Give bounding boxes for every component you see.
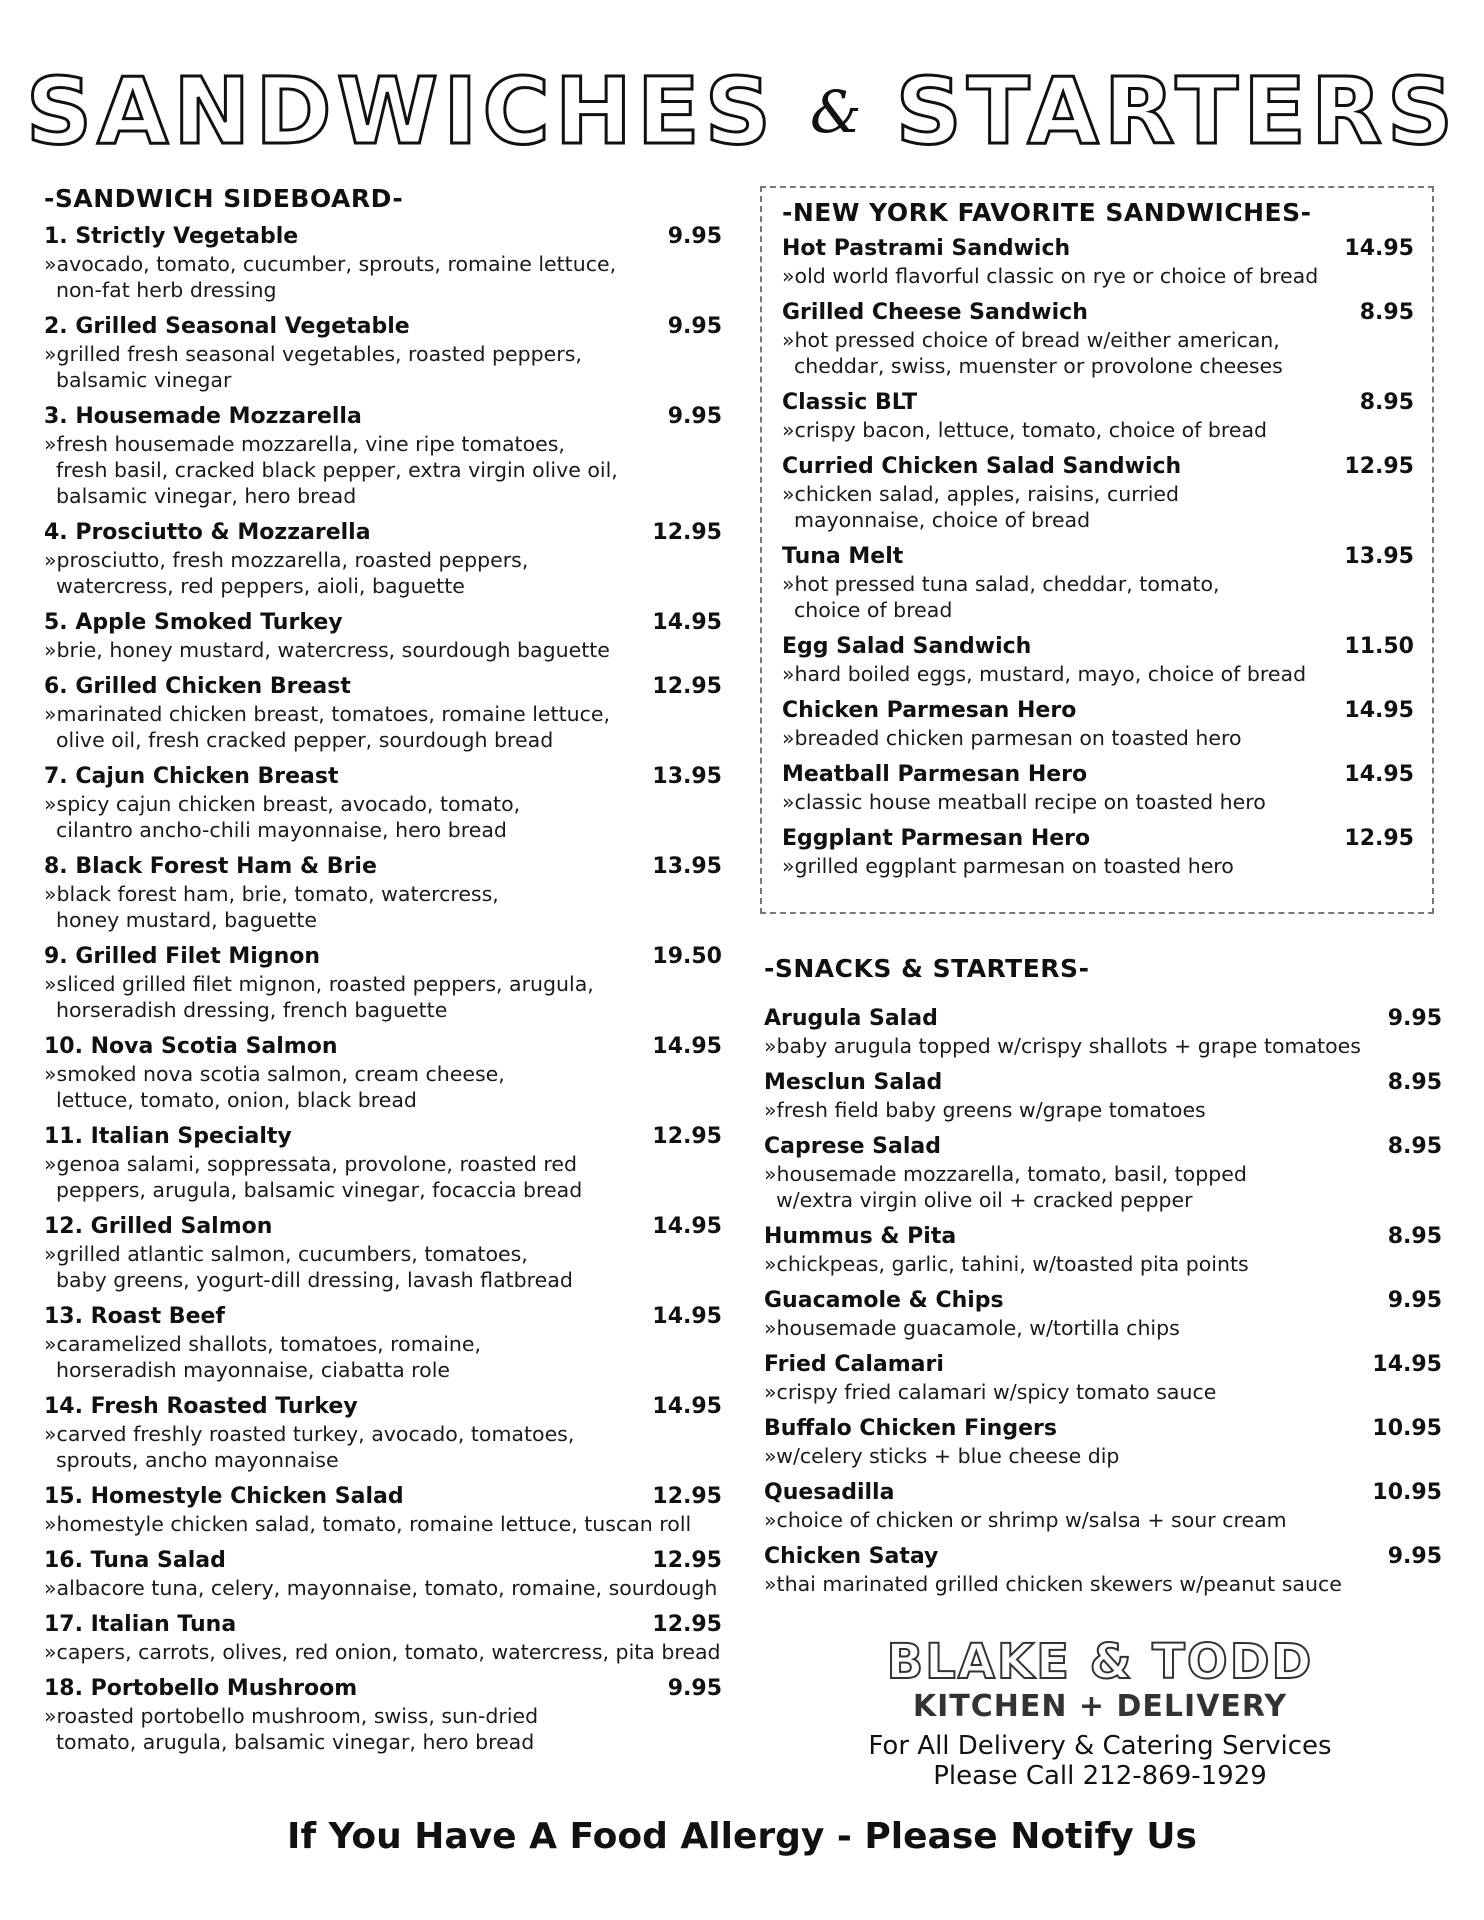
menu-item bbox=[44, 223, 724, 303]
menu-item-name: Quesadilla bbox=[764, 1480, 895, 1505]
menu-item-name: Curried Chicken Salad Sandwich bbox=[782, 454, 1182, 479]
snacks-title: -SNACKS & STARTERS- bbox=[764, 954, 1090, 983]
menu-item-price: 10.95 bbox=[1372, 1480, 1442, 1505]
menu-item-price: 10.95 bbox=[1372, 1416, 1442, 1441]
menu-item-description bbox=[44, 431, 724, 509]
menu-item-description-line: horseradish dressing, french baguette bbox=[56, 998, 448, 1022]
menu-item-price: 9.95 bbox=[667, 314, 722, 339]
menu-item-description-line: non-fat herb dressing bbox=[56, 278, 277, 302]
menu-item-header bbox=[44, 1675, 724, 1703]
menu-item-price: 14.95 bbox=[1344, 762, 1414, 787]
menu-item-price: 9.95 bbox=[1387, 1006, 1442, 1031]
menu-item-description bbox=[44, 1575, 724, 1601]
menu-item bbox=[44, 1393, 724, 1473]
menu-item-price: 9.95 bbox=[667, 404, 722, 429]
menu-item-description-line: »avocado, tomato, cucumber, sprouts, romaine lettuce, bbox=[44, 252, 617, 276]
menu-item-description bbox=[764, 1379, 1442, 1405]
menu-item-description-line: cheddar, swiss, muenster or provolone cheeses bbox=[794, 354, 1283, 378]
menu-title bbox=[0, 58, 1484, 165]
menu-item-price: 14.95 bbox=[652, 1394, 722, 1419]
menu-item-header bbox=[764, 1287, 1442, 1315]
title-sandwiches: SANDWICHES bbox=[25, 58, 776, 165]
menu-item-header bbox=[764, 1005, 1442, 1033]
menu-item-description-line: »caramelized shallots, tomatoes, romaine, bbox=[44, 1332, 482, 1356]
menu-item-description-line: »classic house meatball recipe on toasted hero bbox=[782, 790, 1266, 814]
menu-item-description bbox=[44, 1511, 724, 1537]
ny-favorites-list bbox=[782, 235, 1414, 879]
menu-item-description bbox=[782, 571, 1414, 623]
menu-item-header bbox=[782, 633, 1414, 661]
menu-item-name: Chicken Satay bbox=[764, 1544, 939, 1569]
menu-item-price: 14.95 bbox=[1344, 236, 1414, 261]
menu-item-name: 4. Prosciutto & Mozzarella bbox=[44, 520, 371, 545]
menu-item bbox=[782, 825, 1414, 879]
menu-item bbox=[782, 453, 1414, 533]
menu-item-description bbox=[764, 1161, 1442, 1213]
menu-item-description bbox=[782, 853, 1414, 879]
menu-item-header bbox=[44, 763, 724, 791]
menu-item-description-line: »hard boiled eggs, mustard, mayo, choice of bread bbox=[782, 662, 1307, 686]
menu-item-description-line: fresh basil, cracked black pepper, extra virgin olive oil, bbox=[56, 458, 618, 482]
menu-item-price: 8.95 bbox=[1359, 390, 1414, 415]
menu-item bbox=[44, 1213, 724, 1293]
menu-item-header bbox=[44, 1393, 724, 1421]
menu-item-description bbox=[764, 1315, 1442, 1341]
menu-item-name: Hot Pastrami Sandwich bbox=[782, 236, 1071, 261]
menu-item-name: Chicken Parmesan Hero bbox=[782, 698, 1077, 723]
menu-item-description bbox=[44, 1331, 724, 1383]
menu-item-description-line: »crispy fried calamari w/spicy tomato sauce bbox=[764, 1380, 1217, 1404]
menu-item-price: 12.95 bbox=[652, 1124, 722, 1149]
menu-item bbox=[764, 1415, 1442, 1469]
menu-item-description-line: »prosciutto, fresh mozzarella, roasted peppers, bbox=[44, 548, 529, 572]
menu-item-description-line: mayonnaise, choice of bread bbox=[794, 508, 1091, 532]
menu-item bbox=[44, 1547, 724, 1601]
menu-item-header bbox=[44, 403, 724, 431]
menu-item-description bbox=[44, 1703, 724, 1755]
menu-item-description-line: »choice of chicken or shrimp w/salsa + sour cream bbox=[764, 1508, 1287, 1532]
menu-item-header bbox=[44, 673, 724, 701]
menu-item-name: Mesclun Salad bbox=[764, 1070, 943, 1095]
menu-item-header bbox=[44, 1483, 724, 1511]
menu-item bbox=[782, 299, 1414, 379]
menu-item-description-line: w/extra virgin olive oil + cracked pepper bbox=[776, 1188, 1193, 1212]
menu-item-header bbox=[782, 697, 1414, 725]
menu-item bbox=[764, 1133, 1442, 1213]
sideboard-title: -SANDWICH SIDEBOARD- bbox=[44, 184, 404, 213]
menu-item bbox=[764, 1005, 1442, 1059]
menu-item-name: Caprese Salad bbox=[764, 1134, 942, 1159]
menu-item-header bbox=[764, 1351, 1442, 1379]
menu-item bbox=[782, 543, 1414, 623]
menu-item-header bbox=[764, 1069, 1442, 1097]
menu-item-description-line: »hot pressed tuna salad, cheddar, tomato, bbox=[782, 572, 1220, 596]
menu-item-description bbox=[782, 725, 1414, 751]
menu-item-name: 6. Grilled Chicken Breast bbox=[44, 674, 351, 699]
menu-item-price: 14.95 bbox=[1344, 698, 1414, 723]
menu-item-description-line: »carved freshly roasted turkey, avocado, tomatoes, bbox=[44, 1422, 575, 1446]
menu-item-price: 12.95 bbox=[652, 520, 722, 545]
menu-item bbox=[782, 633, 1414, 687]
menu-item-name: Tuna Melt bbox=[782, 544, 904, 569]
menu-item-header bbox=[44, 1611, 724, 1639]
menu-item-description-line: »chickpeas, garlic, tahini, w/toasted pita points bbox=[764, 1252, 1249, 1276]
menu-item-name: Arugula Salad bbox=[764, 1006, 938, 1031]
menu-item-header bbox=[764, 1543, 1442, 1571]
menu-item-name: 8. Black Forest Ham & Brie bbox=[44, 854, 377, 879]
brand-subtitle: KITCHEN + DELIVERY bbox=[912, 1688, 1288, 1724]
menu-item-name: 10. Nova Scotia Salmon bbox=[44, 1034, 338, 1059]
menu-item-header bbox=[44, 519, 724, 547]
brand-name: BLAKE & TODD bbox=[886, 1634, 1314, 1690]
menu-item-description bbox=[44, 341, 724, 393]
menu-item-description-line: honey mustard, baguette bbox=[56, 908, 318, 932]
menu-item bbox=[44, 673, 724, 753]
menu-item-description-line: »baby arugula topped w/crispy shallots + grape tomatoes bbox=[764, 1034, 1361, 1058]
menu-item-price: 9.95 bbox=[667, 224, 722, 249]
menu-item-name: Guacamole & Chips bbox=[764, 1288, 1004, 1313]
menu-item-header bbox=[44, 1213, 724, 1241]
menu-item-description-line: »hot pressed choice of bread w/either american, bbox=[782, 328, 1280, 352]
menu-item-price: 8.95 bbox=[1359, 300, 1414, 325]
menu-item-description-line: »w/celery sticks + blue cheese dip bbox=[764, 1444, 1120, 1468]
menu-item-header bbox=[44, 1123, 724, 1151]
menu-item-description-line: »old world flavorful classic on rye or choice of bread bbox=[782, 264, 1319, 288]
menu-item-header bbox=[782, 543, 1414, 571]
menu-item-description-line: »roasted portobello mushroom, swiss, sun-dried bbox=[44, 1704, 539, 1728]
menu-item-price: 14.95 bbox=[652, 1304, 722, 1329]
menu-item bbox=[44, 1483, 724, 1537]
menu-item bbox=[44, 1611, 724, 1665]
menu-item-header bbox=[44, 313, 724, 341]
menu-item-description-line: balsamic vinegar bbox=[56, 368, 232, 392]
menu-item bbox=[764, 1351, 1442, 1405]
menu-item-description-line: »genoa salami, soppressata, provolone, roasted red bbox=[44, 1152, 577, 1176]
menu-item-header bbox=[764, 1415, 1442, 1443]
menu-item-description-line: watercress, red peppers, aioli, baguette bbox=[56, 574, 465, 598]
menu-item-price: 12.95 bbox=[652, 674, 722, 699]
menu-item-header bbox=[764, 1133, 1442, 1161]
menu-item-description-line: sprouts, ancho mayonnaise bbox=[56, 1448, 339, 1472]
menu-item-description bbox=[44, 251, 724, 303]
menu-item-name: Eggplant Parmesan Hero bbox=[782, 826, 1091, 851]
menu-item-name: Fried Calamari bbox=[764, 1352, 944, 1377]
brand-contact bbox=[840, 1731, 1360, 1791]
menu-item-description-line: tomato, arugula, balsamic vinegar, hero bread bbox=[56, 1730, 535, 1754]
menu-item-description-line: »crispy bacon, lettuce, tomato, choice of bread bbox=[782, 418, 1268, 442]
menu-item bbox=[764, 1069, 1442, 1123]
menu-item-description-line: balsamic vinegar, hero bread bbox=[56, 484, 357, 508]
menu-item-description-line: cilantro ancho-chili mayonnaise, hero bread bbox=[56, 818, 507, 842]
menu-item-header bbox=[44, 609, 724, 637]
menu-item-price: 9.95 bbox=[667, 1676, 722, 1701]
menu-item-description-line: »fresh field baby greens w/grape tomatoes bbox=[764, 1098, 1206, 1122]
menu-item-description-line: »sliced grilled filet mignon, roasted peppers, arugula, bbox=[44, 972, 594, 996]
menu-item-price: 11.50 bbox=[1344, 634, 1414, 659]
menu-item-description-line: peppers, arugula, balsamic vinegar, focaccia bread bbox=[56, 1178, 583, 1202]
menu-item-description bbox=[44, 1241, 724, 1293]
snacks-list bbox=[764, 1005, 1442, 1597]
title-ampersand: & bbox=[810, 78, 862, 146]
menu-item-price: 12.95 bbox=[652, 1484, 722, 1509]
menu-item bbox=[44, 943, 724, 1023]
menu-item bbox=[44, 1675, 724, 1755]
title-starters: STARTERS bbox=[895, 58, 1459, 165]
menu-item-description bbox=[44, 637, 724, 663]
menu-item-name: 17. Italian Tuna bbox=[44, 1612, 237, 1637]
menu-item-name: 3. Housemade Mozzarella bbox=[44, 404, 362, 429]
menu-item-description-line: »fresh housemade mozzarella, vine ripe tomatoes, bbox=[44, 432, 565, 456]
menu-item-price: 12.95 bbox=[652, 1612, 722, 1637]
menu-item-name: 9. Grilled Filet Mignon bbox=[44, 944, 321, 969]
menu-item-header bbox=[44, 853, 724, 881]
menu-item-description-line: »marinated chicken breast, tomatoes, romaine lettuce, bbox=[44, 702, 611, 726]
menu-item-description-line: choice of bread bbox=[794, 598, 953, 622]
menu-item-description-line: horseradish mayonnaise, ciabatta role bbox=[56, 1358, 451, 1382]
menu-item-price: 14.95 bbox=[1372, 1352, 1442, 1377]
menu-item-description bbox=[44, 1421, 724, 1473]
menu-item-description bbox=[44, 971, 724, 1023]
brand-contact-line1: For All Delivery & Catering Services bbox=[868, 1730, 1332, 1761]
menu-item-description bbox=[782, 327, 1414, 379]
menu-item-name: Egg Salad Sandwich bbox=[782, 634, 1032, 659]
menu-item-price: 8.95 bbox=[1387, 1070, 1442, 1095]
menu-item-description bbox=[782, 789, 1414, 815]
menu-item-header bbox=[782, 761, 1414, 789]
menu-item-description bbox=[782, 417, 1414, 443]
menu-item bbox=[44, 403, 724, 509]
menu-item bbox=[44, 609, 724, 663]
menu-item bbox=[44, 1123, 724, 1203]
menu-item-description-line: baby greens, yogurt-dill dressing, lavash flatbread bbox=[56, 1268, 573, 1292]
menu-item-description-line: »grilled atlantic salmon, cucumbers, tomatoes, bbox=[44, 1242, 528, 1266]
menu-item-name: 1. Strictly Vegetable bbox=[44, 224, 299, 249]
menu-item-price: 12.95 bbox=[1344, 826, 1414, 851]
menu-item-description bbox=[44, 1639, 724, 1665]
ny-favorites-title: -NEW YORK FAVORITE SANDWICHES- bbox=[782, 198, 1312, 227]
menu-item-description-line: »housemade guacamole, w/tortilla chips bbox=[764, 1316, 1180, 1340]
menu-item-price: 9.95 bbox=[1387, 1544, 1442, 1569]
menu-item-header bbox=[782, 235, 1414, 263]
menu-item bbox=[764, 1287, 1442, 1341]
menu-item-description-line: »breaded chicken parmesan on toasted hero bbox=[782, 726, 1242, 750]
menu-item-description-line: »albacore tuna, celery, mayonnaise, tomato, romaine, sourdough bbox=[44, 1576, 718, 1600]
menu-item-header bbox=[782, 389, 1414, 417]
menu-item-price: 9.95 bbox=[1387, 1288, 1442, 1313]
menu-item-header bbox=[782, 825, 1414, 853]
menu-item-name: 7. Cajun Chicken Breast bbox=[44, 764, 339, 789]
menu-item-name: 14. Fresh Roasted Turkey bbox=[44, 1394, 358, 1419]
menu-item-price: 14.95 bbox=[652, 1214, 722, 1239]
menu-item-header bbox=[764, 1479, 1442, 1507]
menu-item-description bbox=[44, 881, 724, 933]
menu-item-header bbox=[44, 223, 724, 251]
ny-favorites-box bbox=[760, 186, 1434, 914]
menu-item-description bbox=[764, 1443, 1442, 1469]
menu-item-header bbox=[782, 453, 1414, 481]
menu-item-header bbox=[44, 943, 724, 971]
menu-item-description bbox=[782, 661, 1414, 687]
menu-item-description-line: olive oil, fresh cracked pepper, sourdough bread bbox=[56, 728, 554, 752]
menu-item-description bbox=[44, 1151, 724, 1203]
menu-item-header bbox=[44, 1033, 724, 1061]
menu-item-description-line: »spicy cajun chicken breast, avocado, tomato, bbox=[44, 792, 521, 816]
allergy-notice: If You Have A Food Allergy - Please Notify Us bbox=[287, 1816, 1197, 1857]
sandwich-sideboard-section bbox=[44, 184, 724, 1765]
menu-item-name: 16. Tuna Salad bbox=[44, 1548, 226, 1573]
menu-item bbox=[764, 1223, 1442, 1277]
menu-item-description bbox=[764, 1571, 1442, 1597]
menu-item-name: Meatball Parmesan Hero bbox=[782, 762, 1088, 787]
menu-item-price: 8.95 bbox=[1387, 1224, 1442, 1249]
menu-item-description-line: »housemade mozzarella, tomato, basil, topped bbox=[764, 1162, 1247, 1186]
menu-item-price: 13.95 bbox=[652, 854, 722, 879]
sideboard-list bbox=[44, 223, 724, 1755]
menu-item-description-line: »homestyle chicken salad, tomato, romaine lettuce, tuscan roll bbox=[44, 1512, 692, 1536]
menu-item bbox=[44, 519, 724, 599]
menu-item-description-line: »capers, carrots, olives, red onion, tomato, watercress, pita bread bbox=[44, 1640, 721, 1664]
menu-item-price: 13.95 bbox=[652, 764, 722, 789]
menu-item-description bbox=[764, 1507, 1442, 1533]
menu-item bbox=[782, 235, 1414, 289]
menu-item-price: 19.50 bbox=[652, 944, 722, 969]
menu-item-name: Buffalo Chicken Fingers bbox=[764, 1416, 1057, 1441]
brand-block bbox=[840, 1636, 1360, 1791]
menu-item-name: 11. Italian Specialty bbox=[44, 1124, 292, 1149]
menu-item-description bbox=[44, 1061, 724, 1113]
menu-item-price: 14.95 bbox=[652, 1034, 722, 1059]
menu-item-price: 8.95 bbox=[1387, 1134, 1442, 1159]
menu-item-price: 12.95 bbox=[1344, 454, 1414, 479]
brand-contact-phone: Please Call 212-869-1929 bbox=[933, 1760, 1267, 1791]
menu-item bbox=[44, 1033, 724, 1113]
menu-item-name: Hummus & Pita bbox=[764, 1224, 957, 1249]
menu-item-price: 14.95 bbox=[652, 610, 722, 635]
menu-item-description bbox=[764, 1097, 1442, 1123]
menu-item-description-line: lettuce, tomato, onion, black bread bbox=[56, 1088, 417, 1112]
menu-item-description bbox=[764, 1033, 1442, 1059]
menu-item-description bbox=[782, 263, 1414, 289]
menu-item-name: 13. Roast Beef bbox=[44, 1304, 225, 1329]
menu-item bbox=[764, 1543, 1442, 1597]
menu-item-description-line: »thai marinated grilled chicken skewers w/peanut sauce bbox=[764, 1572, 1342, 1596]
menu-item-name: 12. Grilled Salmon bbox=[44, 1214, 273, 1239]
menu-item-price: 12.95 bbox=[652, 1548, 722, 1573]
menu-item-description bbox=[44, 701, 724, 753]
menu-item-description-line: »grilled eggplant parmesan on toasted hero bbox=[782, 854, 1234, 878]
menu-item bbox=[782, 697, 1414, 751]
menu-item bbox=[764, 1479, 1442, 1533]
menu-item-name: 2. Grilled Seasonal Vegetable bbox=[44, 314, 410, 339]
menu-item bbox=[44, 853, 724, 933]
menu-item-description-line: »chicken salad, apples, raisins, curried bbox=[782, 482, 1180, 506]
menu-item bbox=[782, 761, 1414, 815]
menu-item-name: 18. Portobello Mushroom bbox=[44, 1676, 358, 1701]
menu-item-header bbox=[44, 1303, 724, 1331]
menu-item bbox=[44, 1303, 724, 1383]
menu-item-name: Grilled Cheese Sandwich bbox=[782, 300, 1088, 325]
menu-item-description bbox=[44, 791, 724, 843]
menu-item bbox=[44, 313, 724, 393]
menu-item-price: 13.95 bbox=[1344, 544, 1414, 569]
snacks-starters-section bbox=[764, 954, 1442, 1607]
menu-item-name: 15. Homestyle Chicken Salad bbox=[44, 1484, 404, 1509]
menu-item-header bbox=[764, 1223, 1442, 1251]
menu-item-header bbox=[782, 299, 1414, 327]
menu-item-description bbox=[764, 1251, 1442, 1277]
menu-item-header bbox=[44, 1547, 724, 1575]
menu-item-description bbox=[44, 547, 724, 599]
menu-item-description bbox=[782, 481, 1414, 533]
menu-item-description-line: »smoked nova scotia salmon, cream cheese, bbox=[44, 1062, 505, 1086]
menu-item-name: Classic BLT bbox=[782, 390, 918, 415]
menu-item-description-line: »grilled fresh seasonal vegetables, roasted peppers, bbox=[44, 342, 582, 366]
menu-item-name: 5. Apple Smoked Turkey bbox=[44, 610, 343, 635]
menu-item bbox=[44, 763, 724, 843]
menu-item bbox=[782, 389, 1414, 443]
menu-item-description-line: »black forest ham, brie, tomato, watercress, bbox=[44, 882, 499, 906]
menu-item-description-line: »brie, honey mustard, watercress, sourdough baguette bbox=[44, 638, 610, 662]
